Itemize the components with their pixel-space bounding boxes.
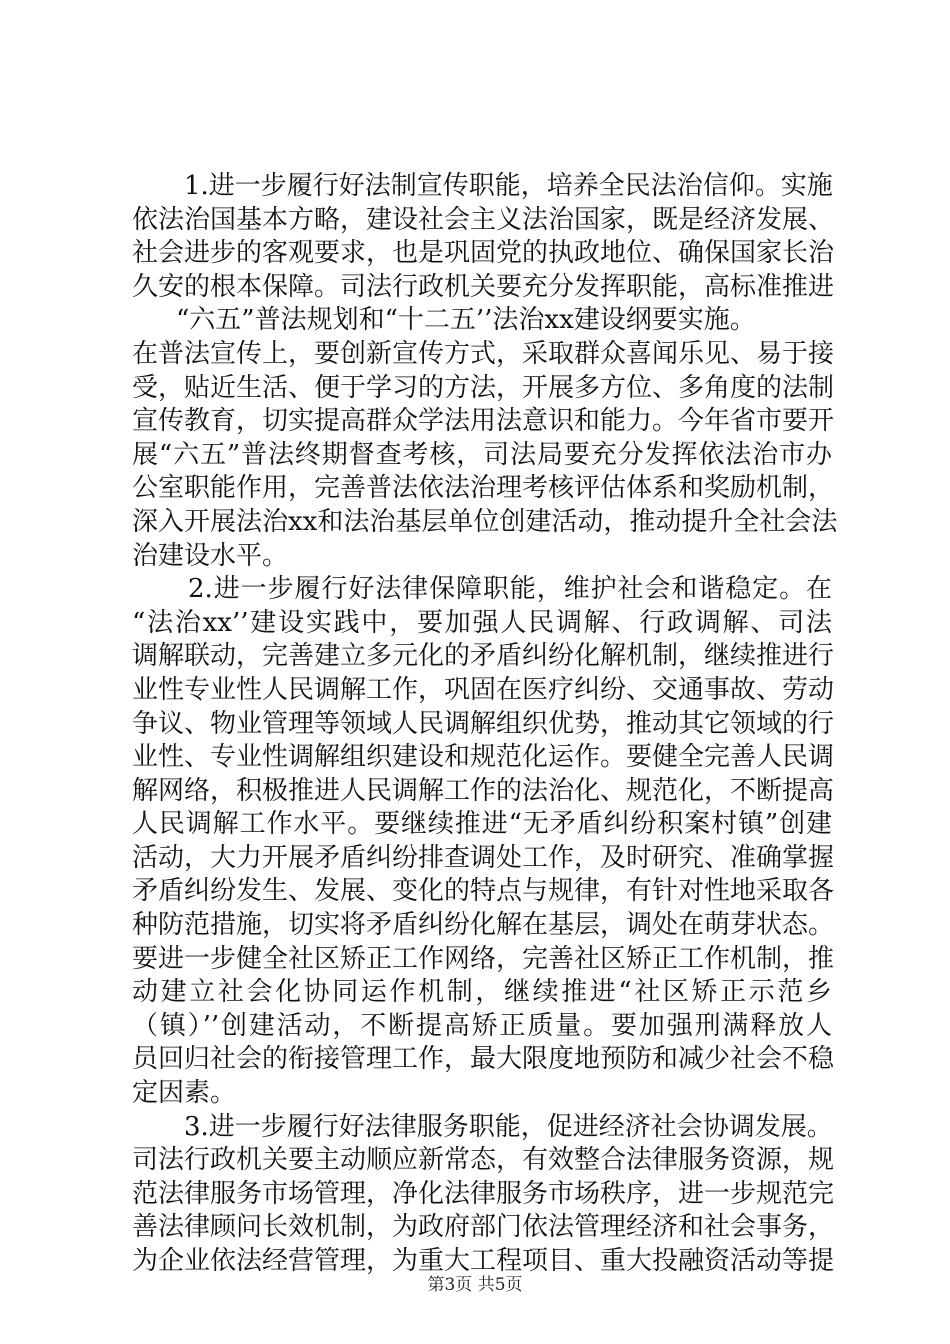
text-line: （镇）’’创建活动，不断提高矫正质量。要加强刑满释放人 xyxy=(132,1010,832,1041)
text-line: 展“六五”普法终期督查考核，司法局要充分发挥依法治市办 xyxy=(132,439,832,470)
text-line: 人民调解工作水平。要继续推进“无矛盾纠纷积案村镇”创建 xyxy=(132,809,832,840)
text-line: 久安的根本保障。司法行政机关要充分发挥职能，高标准推进 xyxy=(132,271,835,302)
text-line: 3.进一步履行好法律服务职能，促进经济社会协调发展。 xyxy=(184,1111,833,1142)
text-line: 范法律服务市场管理，净化法律服务市场秩序，进一步规范完 xyxy=(132,1178,835,1209)
text-line: 社会进步的客观要求，也是巩固党的执政地位、确保国家长治 xyxy=(132,238,835,269)
text-line: 依法治国基本方略，建设社会主义法治国家，既是经济发展、 xyxy=(132,204,835,235)
text-line: 业性专业性人民调解工作，巩固在医疗纠纷、交通事故、劳动 xyxy=(132,674,835,705)
text-line: 在普法宣传上，要创新宣传方式，采取群众喜闻乐见、易于接 xyxy=(132,338,835,369)
text-line: 深入开展法治xx和法治基层单位创建活动，推动提升全社会法 xyxy=(132,506,838,537)
text-line: 2.进一步履行好法律保障职能，维护社会和谐稳定。在 xyxy=(188,574,832,605)
text-line: 治建设水平。 xyxy=(132,540,289,571)
text-line: 要进一步健全社区矫正工作网络，完善社区矫正工作机制，推 xyxy=(132,943,835,974)
text-line: 定因素。 xyxy=(132,1078,237,1109)
text-line: 调解联动，完善建立多元化的矛盾纠纷化解机制，继续推进行 xyxy=(132,641,835,672)
text-line: 员回归社会的衔接管理工作，最大限度地预防和减少社会不稳 xyxy=(132,1044,835,1075)
text-line: 公室职能作用，完善普法依法治理考核评估体系和奖励机制， xyxy=(132,473,835,504)
text-line: 司法行政机关要主动顺应新常态，有效整合法律服务资源，规 xyxy=(132,1145,835,1176)
text-line: 业性、专业性调解组织建设和规范化运作。要健全完善人民调 xyxy=(132,742,835,773)
text-line: 活动，大力开展矛盾纠纷排查调处工作，及时研究、准确掌握 xyxy=(132,842,835,873)
text-line: 矛盾纠纷发生、发展、变化的特点与规律，有针对性地采取各 xyxy=(132,876,835,907)
text-line: 动建立社会化协同运作机制，继续推进“社区矫正示范乡 xyxy=(132,977,832,1008)
text-line: 解网络，积极推进人民调解工作的法治化、规范化，不断提高 xyxy=(132,775,835,806)
text-line: 善法律顾问长效机制，为政府部门依法管理经济和社会事务， xyxy=(132,1212,835,1243)
text-line: 受，贴近生活、便于学习的方法，开展多方位、多角度的法制 xyxy=(132,372,835,403)
text-line: 宣传教育，切实提高群众学法用法意识和能力。今年省市要开 xyxy=(132,406,835,437)
text-line: 争议、物业管理等领域人民调解组织优势，推动其它领域的行 xyxy=(132,708,835,739)
text-line: 种防范措施，切实将矛盾纠纷化解在基层，调处在萌芽状态。 xyxy=(132,910,835,941)
text-line: “法治xx’’建设实践中，要加强人民调解、行政调解、司法 xyxy=(132,607,832,638)
page-number-footer: 第3页 共5页 xyxy=(427,1275,523,1295)
document-body xyxy=(132,170,838,1279)
text-line: “六五”普法规划和“十二五’’法治xx建设纲要实施。 xyxy=(176,305,756,336)
text-line: 为企业依法经营管理，为重大工程项目、重大投融资活动等提 xyxy=(132,1246,835,1276)
text-line: 1.进一步履行好法制宣传职能，培养全民法治信仰。实施 xyxy=(184,171,833,201)
